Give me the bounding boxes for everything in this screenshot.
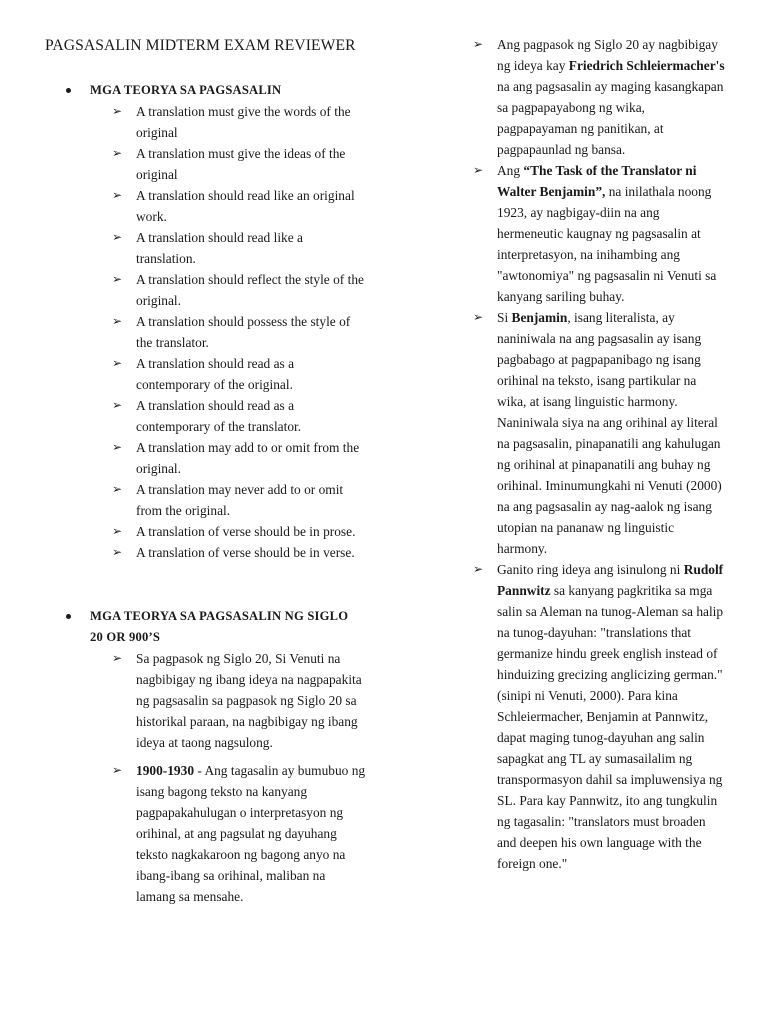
arrow-bullet-icon: ➢	[112, 545, 123, 559]
section-heading: MGA TEORYA SA PAGSASALIN	[0, 80, 360, 101]
arrow-bullet-icon: ➢	[112, 482, 123, 496]
list-item: ➢ A translation of verse should be in prose.	[0, 521, 366, 542]
section-theories	[0, 80, 420, 563]
list-item: ➢ A translation may never add to or omit from the original.	[0, 479, 366, 521]
arrow-bullet-icon: ➢	[473, 163, 484, 177]
arrow-bullet-icon: ➢	[473, 562, 484, 576]
bullet-dot-icon	[66, 88, 71, 93]
list-item: ➢ A translation should possess the style of the translator.	[0, 311, 366, 353]
list-item: ➢ A translation must give the words of the original	[0, 101, 366, 143]
list-item: ➢ Sa pagpasok ng Siglo 20, Si Venuti na nagbibigay ng ibang ideya na nagpapakita ng pagsasalin sa pagpasok ng Siglo 20 sa historikal paraan, na nagbibigay ng ibang ideya at taong nagsulong.	[0, 648, 366, 753]
arrow-bullet-icon: ➢	[112, 188, 123, 202]
list-item: ➢ Ang “The Task of the Translator ni Walter Benjamin”, na inilathala noong 1923, ay nagbigay-diin na ang hermeneutic kaugnay ng pagsasalin at interpretasyon, na inihambing ang "awtonomiya" ng pagsasalin ni Venuti sa kanyang sariling buhay.	[470, 160, 727, 307]
arrow-bullet-icon: ➢	[112, 651, 123, 665]
arrow-bullet-icon: ➢	[112, 146, 123, 160]
list-item: ➢ A translation should read as a contemporary of the translator.	[0, 395, 366, 437]
list-item: ➢ A translation may add to or omit from the original.	[0, 437, 366, 479]
arrow-bullet-icon: ➢	[112, 763, 123, 777]
arrow-bullet-icon: ➢	[112, 104, 123, 118]
century-list	[0, 648, 420, 907]
right-column	[470, 34, 768, 874]
arrow-bullet-icon: ➢	[112, 230, 123, 244]
list-item: ➢ A translation should read like an original work.	[0, 185, 366, 227]
arrow-bullet-icon: ➢	[112, 398, 123, 412]
list-item: ➢ Ganito ring ideya ang isinulong ni Rudolf Pannwitz sa kanyang pagkritika sa mga salin sa Aleman na tunog-Aleman sa halip na tunog-dayuhan: "translations that germanize hindu greek english instead of hinduizing grecizing anglicizing german." (sinipi ni Venuti, 2000). Para kina Schleiermacher, Benjamin at Pannwitz, dapat maging tunog-dayuhan ang salin sapagkat ang TL ay sumasailalim ng transpormasyon dahil sa impluwensiya ng SL. Para kay Pannwitz, ito ang tungkulin ng tagasalin: "translators must broaden and deepen his own language with the foreign one."	[470, 559, 727, 874]
arrow-bullet-icon: ➢	[112, 440, 123, 454]
list-item: ➢ A translation should read like a translation.	[0, 227, 366, 269]
section-heading: MGA TEORYA SA PAGSASALIN NG SIGLO 20 OR 900’S	[0, 606, 360, 648]
theory-list	[0, 101, 420, 563]
list-item: ➢ A translation should read as a contemporary of the original.	[0, 353, 366, 395]
list-item: ➢ A translation of verse should be in verse.	[0, 542, 366, 563]
list-item: ➢ A translation must give the ideas of the original	[0, 143, 366, 185]
list-item: ➢ A translation should reflect the style of the original.	[0, 269, 366, 311]
arrow-bullet-icon: ➢	[112, 272, 123, 286]
list-item: ➢ Ang pagpasok ng Siglo 20 ay nagbibigay ng ideya kay Friedrich Schleiermacher's na ang pagsasalin ay maging kasangkapan sa pagpapayabong ng wika, pagpapayaman ng panitikan, at pagpapaunlad ng bansa.	[470, 34, 727, 160]
list-item: ➢ Si Benjamin, isang literalista, ay naniniwala na ang pagsasalin ay isang pagbabago at pagpapanibago ng isang orihinal na teksto, isang partikular na wika, at isang linguistic harmony. Naniniwala siya na ang orihinal ay literal na pagsasalin, pinapanatili ang kahulugan ng orihinal at pinapanatili ang buhay ng orihinal. Iminumungkahi ni Venuti (2000) na ang pagsasalin ay nag-aalok ng isang utopian na pananaw ng linguistic harmony.	[470, 307, 727, 559]
arrow-bullet-icon: ➢	[473, 310, 484, 324]
bullet-dot-icon	[66, 614, 71, 619]
document-title: PAGSASALIN MIDTERM EXAM REVIEWER	[45, 37, 356, 54]
right-list	[470, 34, 768, 874]
section-20th-century	[0, 606, 420, 907]
arrow-bullet-icon: ➢	[112, 314, 123, 328]
arrow-bullet-icon: ➢	[112, 524, 123, 538]
list-item: ➢ 1900-1930 - Ang tagasalin ay bumubuo ng isang bagong teksto na kanyang pagpapakahulugan o interpretasyon ng orihinal, at ang pagsulat ng dayuhang teksto nagkakaroon ng bagong anyo na ibang-ibang sa orihinal, maliban na lamang sa mensahe.	[0, 760, 366, 907]
arrow-bullet-icon: ➢	[112, 356, 123, 370]
arrow-bullet-icon: ➢	[473, 37, 484, 51]
